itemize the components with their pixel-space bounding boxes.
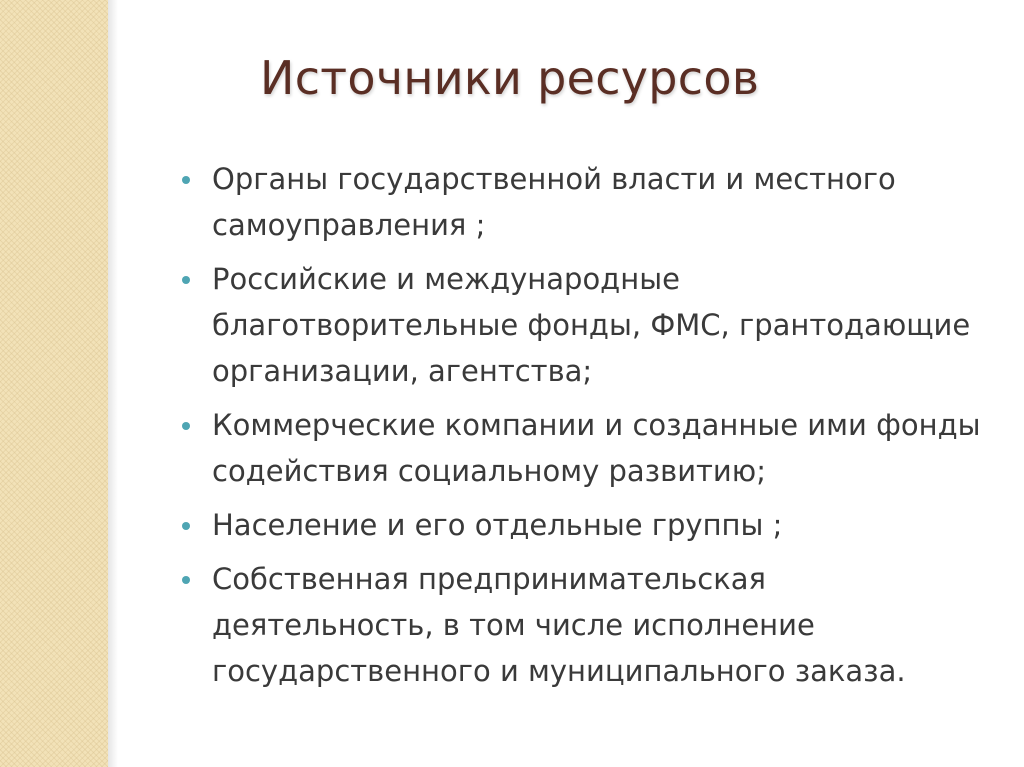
bullet-text: Население и его отдельные группы ; (212, 508, 783, 542)
bullet-dot-icon (182, 276, 190, 284)
bullet-item (182, 502, 992, 548)
slide-title: Источники ресурсов (260, 51, 760, 105)
bullet-item (182, 156, 992, 248)
bullet-item (182, 556, 992, 694)
bullet-item (182, 256, 992, 394)
bullet-list (182, 156, 992, 702)
side-strip-shadow (108, 0, 118, 767)
bullet-text: Коммерческие компании и созданные ими фонды содействия социальному развитию; (212, 408, 981, 488)
bullet-text: Российские и международные благотворительные фонды, ФМС, грантодающие организации, агентства; (212, 262, 971, 388)
bullet-dot-icon (182, 176, 190, 184)
bullet-item (182, 402, 992, 494)
decorative-side-strip (0, 0, 108, 767)
bullet-text: Органы государственной власти и местного самоуправления ; (212, 162, 896, 242)
bullet-dot-icon (182, 422, 190, 430)
bullet-dot-icon (182, 522, 190, 530)
bullet-text: Собственная предпринимательская деятельность, в том числе исполнение государственного и муниципального заказа. (212, 562, 906, 688)
bullet-dot-icon (182, 576, 190, 584)
